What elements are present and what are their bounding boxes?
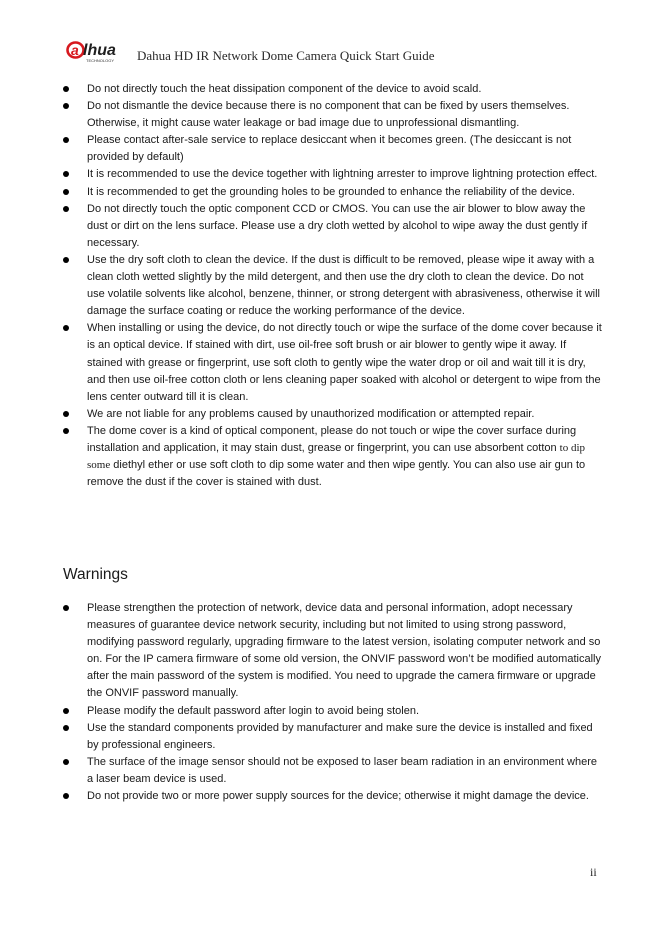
warnings-list: [62, 600, 602, 805]
list-item: Do not directly touch the optic component CCD or CMOS. You can use the air blower to blow away the dust or dirt on the lens surface. Please use a dry cloth wetted by alcohol to wipe away the dust gently if necessary.: [62, 201, 602, 252]
svg-text:a: a: [71, 42, 79, 58]
list-item: Do not dismantle the device because there is no component that can be fixed by users themselves. Otherwise, it might cause water leakage or bad image due to unprofessional dismantling.: [62, 98, 602, 132]
list-item: It is recommended to get the grounding holes to be grounded to enhance the reliability of the device.: [62, 184, 602, 201]
dome-text-part2: diethyl ether or use soft cloth to dip some water and then wipe gently. You can also use air gun to remove the dust if the cover is stained with dust.: [87, 459, 586, 489]
list-item: When installing or using the device, do not directly touch or wipe the surface of the dome cover because it is an optical device. If stained with dirt, use oil-free soft brush or air blower to gently wipe it away. If stained with grease or fingerprint, use soft cloth to gently wipe the water drop or oil and wait till it is dry, and then use oil-free cotton cloth or lens cleaning paper soaked with alcohol or detergent to wipe from the lens center outward till it is clean.: [62, 320, 602, 405]
page-header: [66, 39, 626, 65]
list-item: Use the standard components provided by manufacturer and make sure the device is installed and fixed by professional engineers.: [62, 720, 602, 754]
list-item: The surface of the image sensor should not be exposed to laser beam radiation in an environment where a laser beam device is used.: [62, 754, 602, 788]
list-item: We are not liable for any problems caused by unauthorized modification or attempted repair.: [62, 406, 602, 423]
list-item: It is recommended to use the device together with lightning arrester to improve lightning protection effect.: [62, 166, 602, 183]
list-item: Do not directly touch the heat dissipation component of the device to avoid scald.: [62, 81, 602, 98]
dahua-logo-icon: [66, 39, 132, 63]
warnings-heading: Warnings: [63, 566, 128, 583]
list-item: Please modify the default password after login to avoid being stolen.: [62, 703, 602, 720]
safety-care-list: [62, 81, 602, 491]
logo-subtext: TECHNOLOGY: [86, 58, 115, 63]
list-item: Use the dry soft cloth to clean the device. If the dust is difficult to be removed, please wipe it away with a clean cloth wetted slightly by the mild detergent, and then use the dry cloth to clean the device. Do not use volatile solvents like alcohol, benzene, thinner, or strong detergent with abrasiveness, otherwise it will damage the surface coating or reduce the working performance of the device.: [62, 252, 602, 320]
logo-text: lhua: [83, 42, 116, 59]
list-item: Please contact after-sale service to replace desiccant when it becomes green. (The desiccant is not provided by default): [62, 132, 602, 166]
dahua-logo: [66, 39, 132, 63]
header-title: Dahua HD IR Network Dome Camera Quick Start Guide: [137, 48, 435, 63]
dome-text-part1: The dome cover is a kind of optical component, please do not touch or wipe the cover surface during installation and application, it may stain dust, grease or fingerprint, you can use absorbent cotton: [87, 424, 577, 454]
dome-text-serif: to dip some: [87, 441, 586, 472]
page-number: ii: [590, 865, 597, 879]
list-item: Do not provide two or more power supply sources for the device; otherwise it might damage the device.: [62, 788, 602, 805]
list-item: Please strengthen the protection of network, device data and personal information, adopt necessary measures of guarantee device network security, including but not limited to using strong password, modifying password regularly, upgrading firmware to the latest version, isolating computer network and so on. For the IP camera firmware of some old version, the ONVIF password won’t be modified automatically after the main password of the system is modified. You need to upgrade the camera firmware or upgrade the ONVIF password manually.: [62, 600, 602, 703]
list-item-dome-cover: [62, 423, 602, 491]
